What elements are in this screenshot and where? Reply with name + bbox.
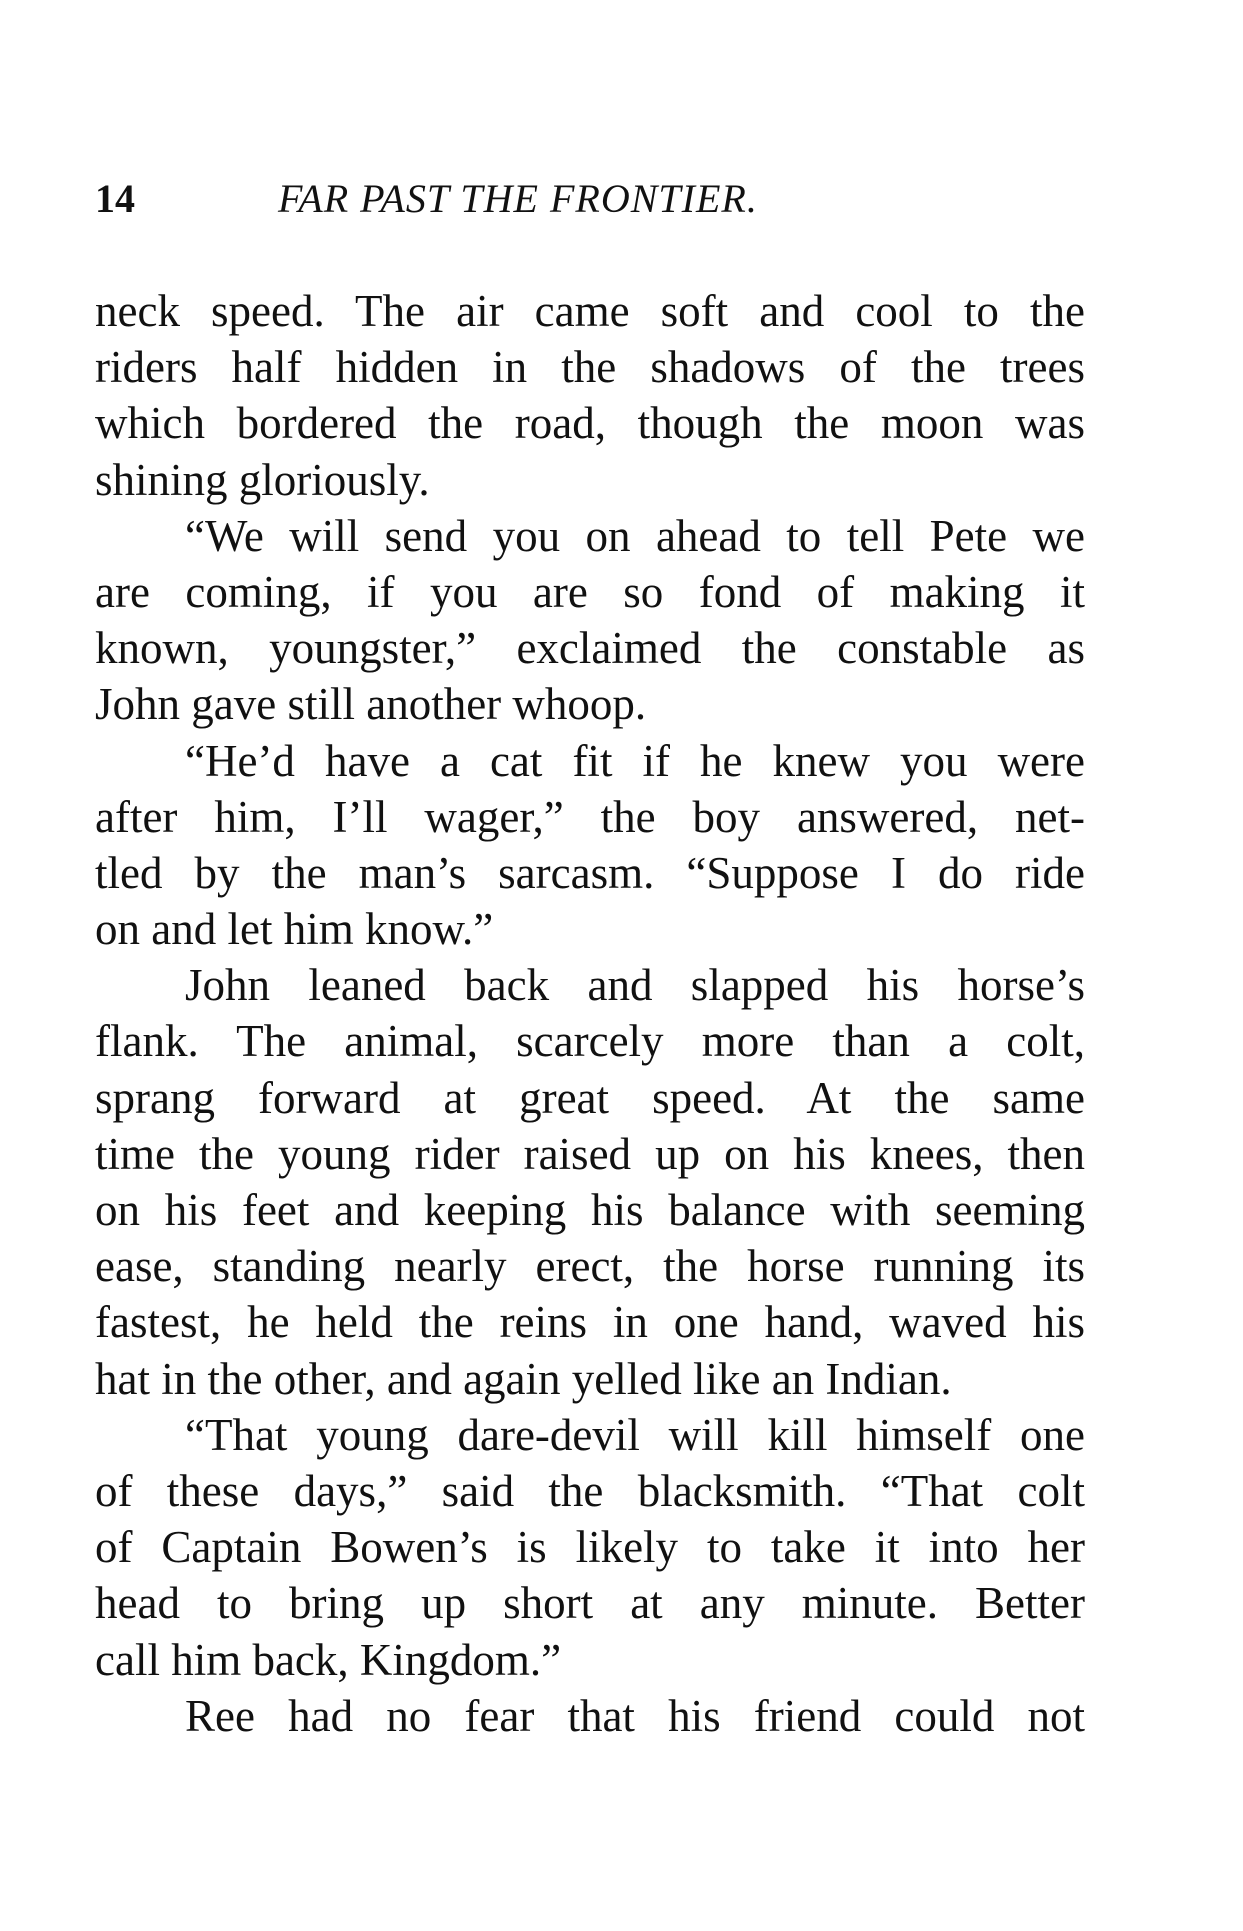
text-line: flank. The animal, scarcely more than a colt, bbox=[95, 1016, 1085, 1067]
text-line: neck speed. The air came soft and cool to the bbox=[95, 286, 1085, 336]
text-line: on his feet and keeping his balance with seeming bbox=[95, 1185, 1085, 1235]
text-line: call him back, Kingdom.” bbox=[95, 1634, 562, 1685]
text-line: ease, standing nearly erect, the horse running its bbox=[95, 1241, 1085, 1292]
text-line: John gave still another whoop. bbox=[95, 679, 647, 730]
text-line: time the young rider raised up on his knees, then bbox=[95, 1128, 1085, 1179]
text-line: after him, I’ll wager,” the boy answered, net- bbox=[95, 791, 1085, 842]
text-line: hat in the other, and again yelled like an Indian. bbox=[95, 1353, 952, 1404]
text-line: shining gloriously. bbox=[95, 454, 430, 505]
text-line: John leaned back and slapped his horse’s bbox=[185, 960, 1085, 1011]
text-line: “That young dare-devil will kill himself one bbox=[185, 1409, 1085, 1460]
body-text bbox=[95, 283, 1085, 1744]
text-line: known, youngster,” exclaimed the constable as bbox=[95, 623, 1085, 674]
book-title: FAR PAST THE FRONTIER. bbox=[278, 176, 758, 221]
text-line: riders half hidden in the shadows of the trees bbox=[95, 342, 1085, 393]
text-line: fastest, he held the reins in one hand, waved his bbox=[95, 1297, 1085, 1348]
text-line: sprang forward at great speed. At the same bbox=[95, 1072, 1085, 1123]
text-line: which bordered the road, though the moon was bbox=[95, 398, 1085, 449]
text-line: of these days,” said the blacksmith. “That colt bbox=[95, 1465, 1085, 1516]
text-line: of Captain Bowen’s is likely to take it into her bbox=[95, 1522, 1085, 1573]
text-line: “He’d have a cat fit if he knew you were bbox=[185, 735, 1085, 786]
text-line: on and let him know.” bbox=[95, 904, 494, 955]
text-line: are coming, if you are so fond of making it bbox=[95, 566, 1085, 617]
running-head bbox=[95, 175, 1095, 225]
text-line: head to bring up short at any minute. Better bbox=[95, 1578, 1085, 1629]
text-line: Ree had no fear that his friend could not bbox=[185, 1690, 1085, 1741]
page-number: 14 bbox=[95, 176, 135, 221]
text-line: tled by the man’s sarcasm. “Suppose I do ride bbox=[95, 847, 1085, 898]
text-line: “We will send you on ahead to tell Pete we bbox=[185, 510, 1085, 561]
